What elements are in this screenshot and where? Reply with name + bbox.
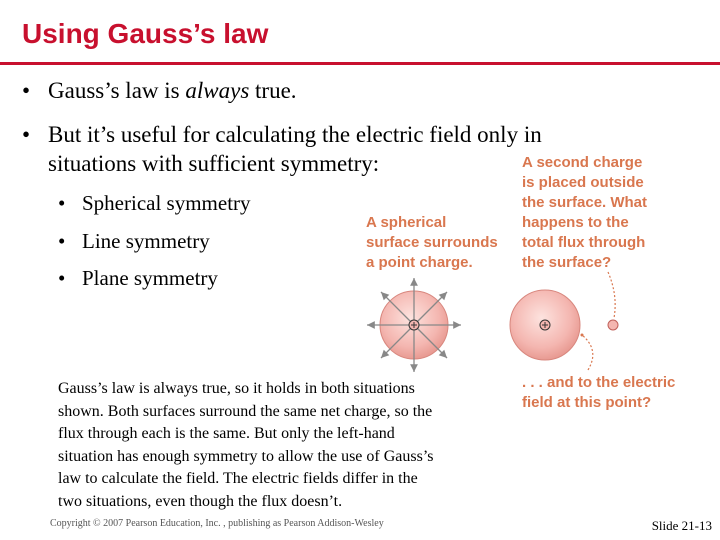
bullet-1-pre: Gauss’s law is bbox=[48, 78, 186, 103]
subbullet-dot: • bbox=[58, 229, 66, 253]
bullet-2-line-2: situations with sufficient symmetry: bbox=[48, 151, 380, 176]
bullet-1-post: true. bbox=[249, 78, 297, 103]
subbullet-dot: • bbox=[58, 266, 66, 290]
caption-line: field at this point? bbox=[522, 394, 652, 411]
point-charge-left bbox=[409, 320, 419, 330]
pointer-to-field-point bbox=[582, 335, 593, 370]
pointer-to-outside-charge bbox=[608, 272, 615, 318]
caption-line: total flux through bbox=[522, 234, 646, 251]
bullet-dot: • bbox=[22, 122, 31, 147]
caption-line: the surface? bbox=[522, 254, 612, 271]
caption-line: happens to the bbox=[522, 214, 629, 231]
subbullet-dot: • bbox=[58, 191, 66, 215]
slide-title: Using Gauss’s law bbox=[22, 18, 269, 49]
paragraph-line: flux through each is the same. But only the left-hand bbox=[58, 425, 395, 442]
subbullet-label: Spherical symmetry bbox=[82, 191, 251, 215]
caption-line: is placed outside bbox=[522, 174, 644, 191]
caption-line: a point charge. bbox=[366, 254, 473, 271]
caption-line: A second charge bbox=[522, 154, 643, 171]
bullet-1-emphasis: always bbox=[185, 78, 250, 103]
explanation-paragraph bbox=[58, 378, 488, 513]
point-charge-right bbox=[540, 320, 550, 330]
caption-line: . . . and to the electric bbox=[522, 374, 676, 391]
copyright-notice: Copyright © 2007 Pearson Education, Inc. , publishing as Pearson Addison-Wesley bbox=[50, 518, 384, 529]
paragraph-line: situation has enough symmetry to allow the use of Gauss’s bbox=[58, 447, 434, 465]
paragraph-line: Gauss’s law is always true, so it holds in both situations bbox=[58, 380, 415, 397]
caption-line: the surface. What bbox=[522, 194, 648, 211]
caption-line: A spherical bbox=[366, 214, 447, 231]
slide-number: Slide 21-13 bbox=[651, 518, 712, 533]
bullet-dot: • bbox=[22, 78, 31, 103]
caption-line: surface surrounds bbox=[366, 234, 498, 251]
bullet-2-line-1: But it’s useful for calculating the electric field only in bbox=[48, 122, 542, 147]
paragraph-line: two situations, even though the flux doesn’t. bbox=[58, 492, 343, 510]
outside-charge bbox=[608, 320, 618, 330]
subbullet-label: Plane symmetry bbox=[82, 266, 218, 290]
paragraph-line: law to calculate the field. The electric fields differ in the bbox=[58, 470, 418, 487]
paragraph-line: shown. Both surfaces surround the same net charge, so the bbox=[58, 402, 433, 420]
subbullet-label: Line symmetry bbox=[82, 229, 210, 253]
field-point-dot bbox=[581, 334, 584, 337]
